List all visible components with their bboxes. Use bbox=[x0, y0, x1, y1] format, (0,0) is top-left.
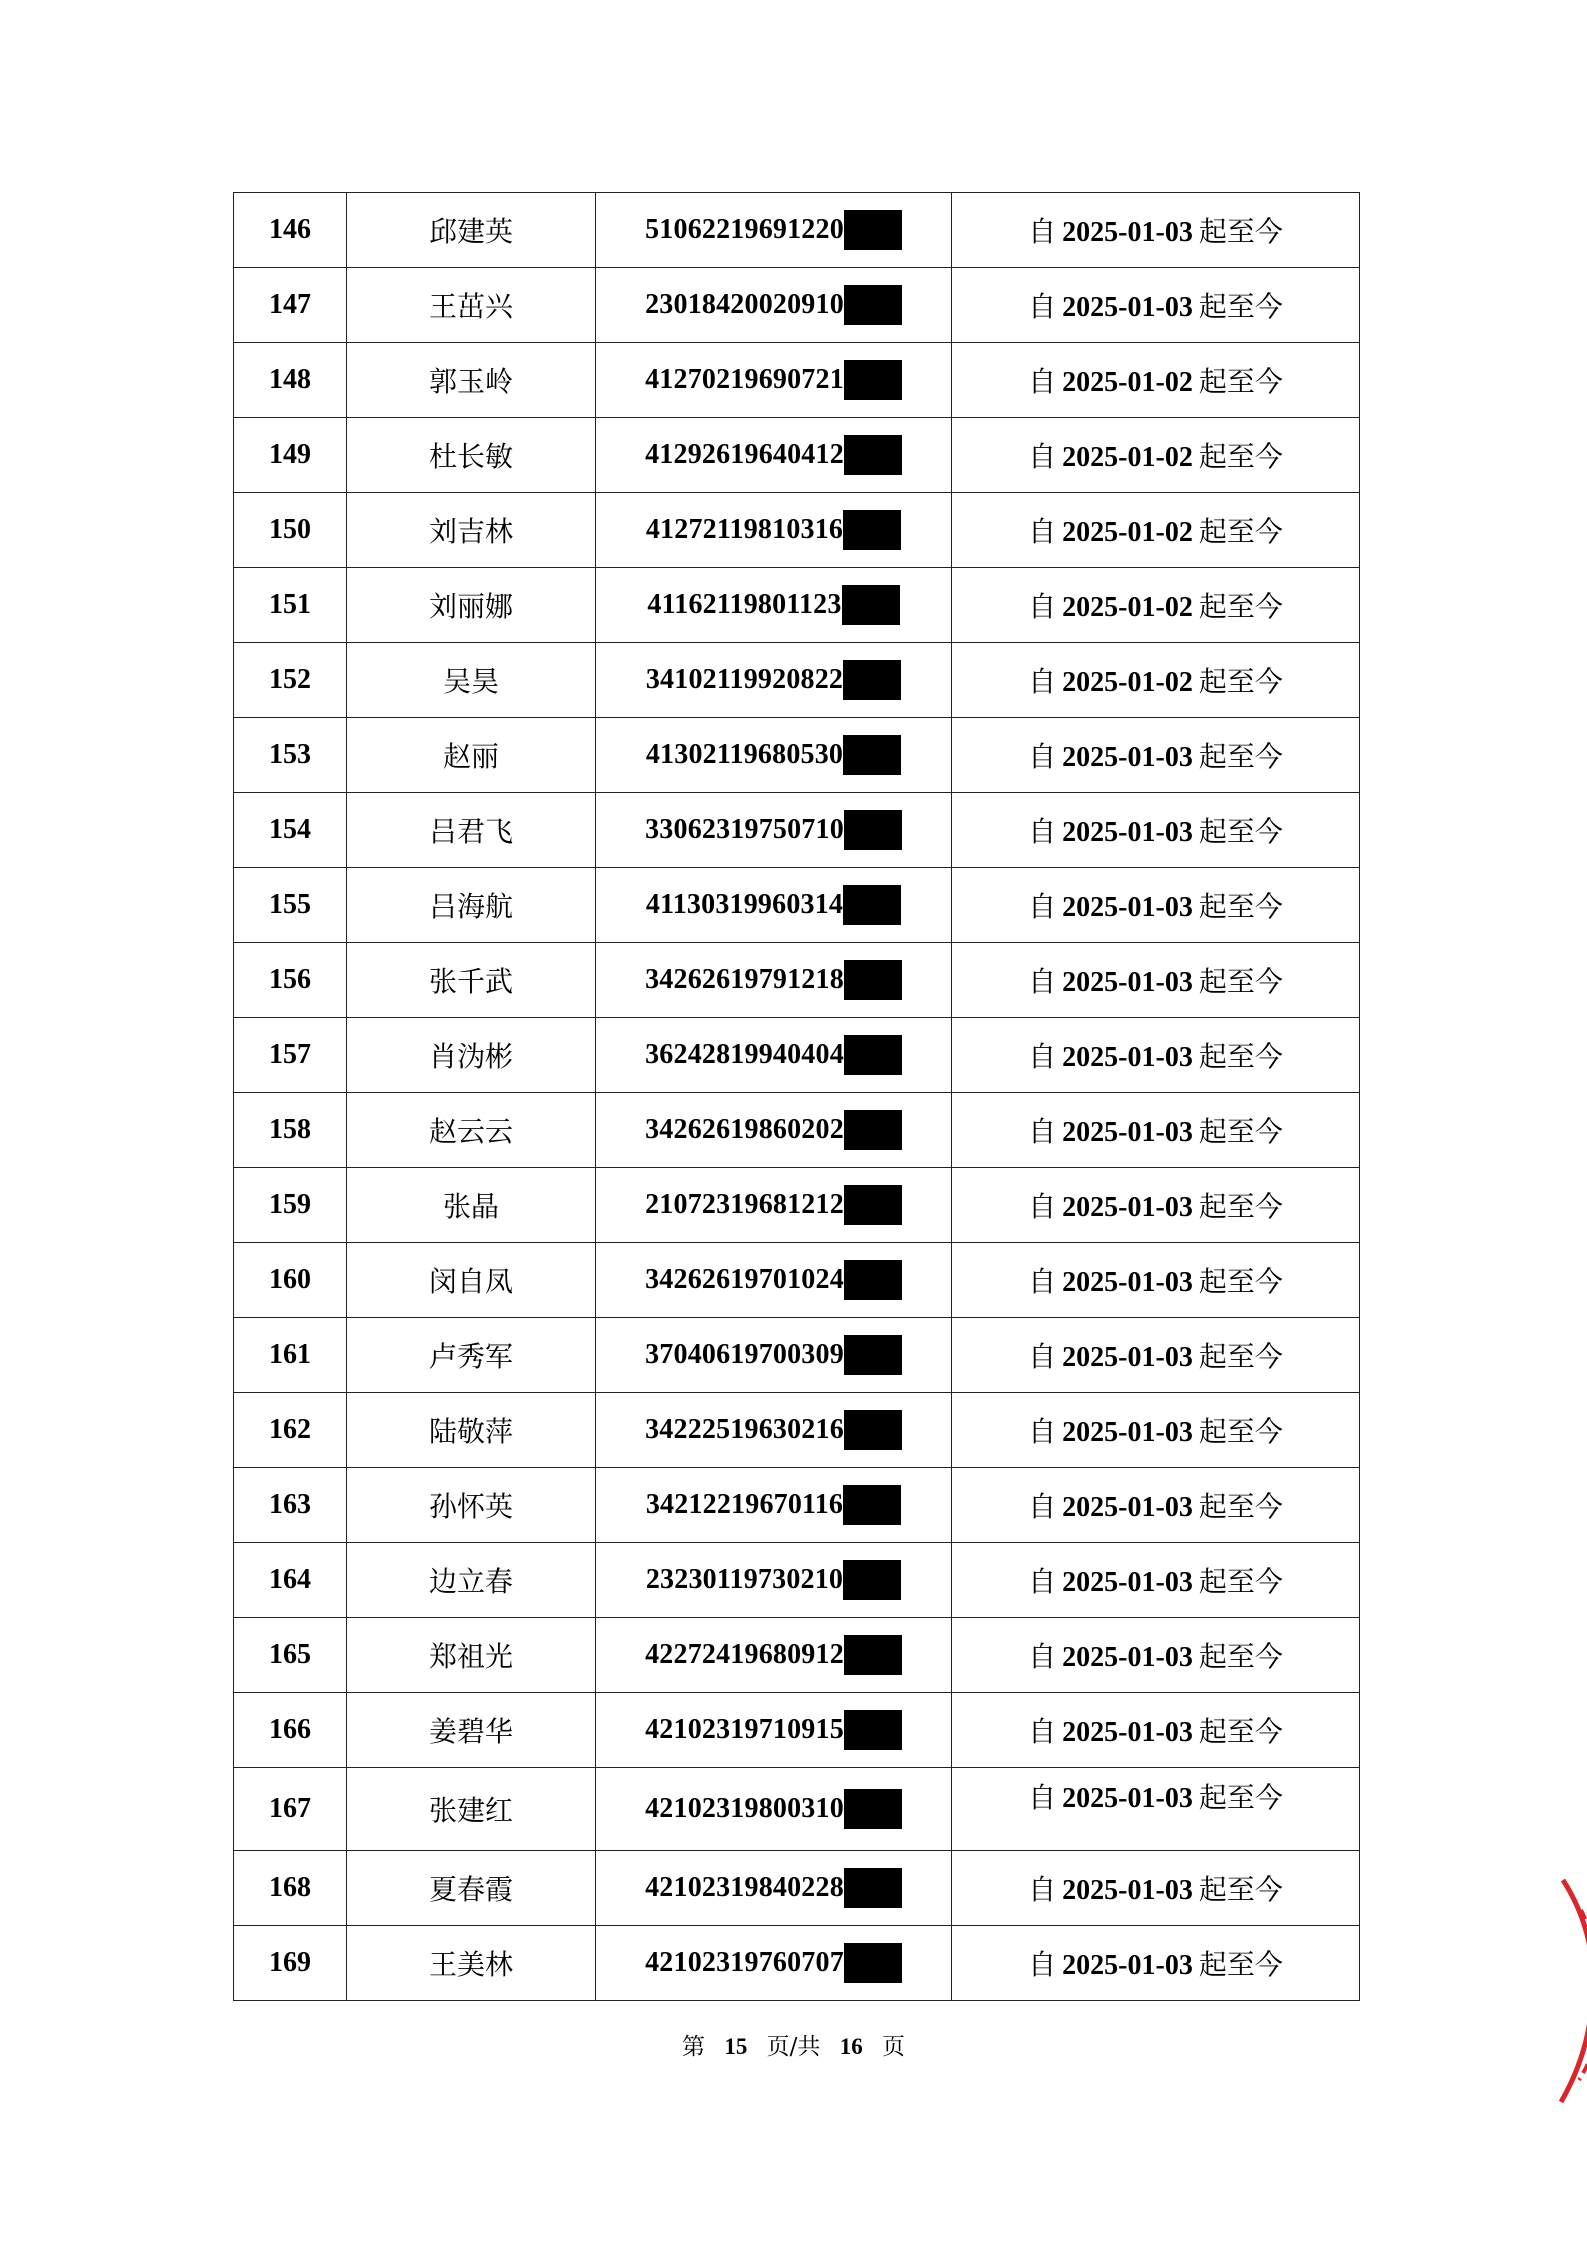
id-number-cell bbox=[596, 1243, 952, 1318]
person-name: 夏春霞 bbox=[347, 1851, 596, 1926]
effective-date: 2025-01-03 bbox=[1062, 1417, 1193, 1448]
date-suffix: 起至今 bbox=[1198, 290, 1283, 323]
row-number: 158 bbox=[234, 1093, 347, 1168]
person-name: 肖沩彬 bbox=[347, 1018, 596, 1093]
date-suffix: 起至今 bbox=[1198, 740, 1283, 773]
id-number-cell bbox=[596, 1393, 952, 1468]
person-name: 吴昊 bbox=[347, 643, 596, 718]
table-row bbox=[234, 268, 1360, 343]
row-number: 156 bbox=[234, 943, 347, 1018]
id-number: 42102319800310 bbox=[645, 1793, 844, 1824]
table-row bbox=[234, 343, 1360, 418]
person-name: 郑祖光 bbox=[347, 1618, 596, 1693]
effective-date-cell bbox=[952, 343, 1360, 418]
date-suffix: 起至今 bbox=[1198, 440, 1283, 473]
id-number: 42102319760707 bbox=[645, 1947, 844, 1978]
date-prefix: 自 bbox=[1028, 1040, 1057, 1073]
effective-date: 2025-01-03 bbox=[1062, 1567, 1193, 1598]
row-number: 149 bbox=[234, 418, 347, 493]
id-number: 34212219670116 bbox=[645, 1489, 844, 1520]
red-seal-stamp bbox=[1555, 1870, 1587, 2110]
row-number: 168 bbox=[234, 1851, 347, 1926]
redaction-block bbox=[842, 585, 900, 625]
row-number: 148 bbox=[234, 343, 347, 418]
id-number: 23018420020910 bbox=[645, 289, 844, 320]
redaction-block bbox=[844, 360, 902, 400]
id-number-cell bbox=[596, 1093, 952, 1168]
date-suffix: 起至今 bbox=[1198, 665, 1283, 698]
effective-date-cell bbox=[952, 493, 1360, 568]
id-number: 33062319750710 bbox=[645, 814, 844, 845]
id-number-cell bbox=[596, 868, 952, 943]
person-name: 刘丽娜 bbox=[347, 568, 596, 643]
date-prefix: 自 bbox=[1028, 1190, 1057, 1223]
effective-date-cell bbox=[952, 718, 1360, 793]
id-number-group bbox=[645, 360, 902, 400]
footer-middle: 页/共 bbox=[766, 2034, 821, 2060]
redaction-block bbox=[844, 210, 902, 250]
table-row bbox=[234, 943, 1360, 1018]
date-suffix: 起至今 bbox=[1198, 1190, 1283, 1223]
effective-date-cell bbox=[952, 1851, 1360, 1926]
id-number-group bbox=[646, 510, 901, 550]
row-number: 166 bbox=[234, 1693, 347, 1768]
effective-date: 2025-01-03 bbox=[1062, 1492, 1193, 1523]
id-number-cell bbox=[596, 1693, 952, 1768]
effective-date-cell bbox=[952, 568, 1360, 643]
redaction-block bbox=[844, 1710, 902, 1750]
redaction-block bbox=[844, 1335, 902, 1375]
id-number-group bbox=[645, 285, 902, 325]
id-number: 42102319710915 bbox=[645, 1714, 844, 1745]
person-name: 刘吉林 bbox=[347, 493, 596, 568]
id-number: 41302119680530 bbox=[645, 739, 844, 770]
table-row bbox=[234, 1693, 1360, 1768]
effective-date-cell bbox=[952, 1543, 1360, 1618]
id-number: 23230119730210 bbox=[645, 1564, 844, 1595]
date-suffix: 起至今 bbox=[1198, 1115, 1283, 1148]
id-number-cell bbox=[596, 418, 952, 493]
effective-date-cell bbox=[952, 193, 1360, 268]
date-suffix: 起至今 bbox=[1198, 1781, 1283, 1814]
effective-date-cell bbox=[952, 1168, 1360, 1243]
footer-page-number: 15 bbox=[724, 2034, 748, 2059]
effective-date-cell bbox=[952, 418, 1360, 493]
date-suffix: 起至今 bbox=[1198, 590, 1283, 623]
effective-date: 2025-01-03 bbox=[1062, 1342, 1193, 1373]
id-number-cell bbox=[596, 1851, 952, 1926]
person-name: 张晶 bbox=[347, 1168, 596, 1243]
date-prefix: 自 bbox=[1028, 1948, 1057, 1981]
id-number-cell bbox=[596, 1468, 952, 1543]
id-number-cell bbox=[596, 343, 952, 418]
redaction-block bbox=[844, 1185, 902, 1225]
id-number-group bbox=[645, 1635, 902, 1675]
table-row bbox=[234, 493, 1360, 568]
date-suffix: 起至今 bbox=[1198, 1565, 1283, 1598]
date-suffix: 起至今 bbox=[1198, 815, 1283, 848]
table-row bbox=[234, 1318, 1360, 1393]
table-row bbox=[234, 418, 1360, 493]
id-number: 42272419680912 bbox=[645, 1639, 844, 1670]
date-suffix: 起至今 bbox=[1198, 1948, 1283, 1981]
date-prefix: 自 bbox=[1028, 440, 1057, 473]
id-number-group bbox=[645, 1110, 902, 1150]
id-number-group bbox=[645, 1710, 902, 1750]
effective-date: 2025-01-02 bbox=[1062, 442, 1193, 473]
effective-date: 2025-01-03 bbox=[1062, 1717, 1193, 1748]
person-name: 吕君飞 bbox=[347, 793, 596, 868]
id-number: 36242819940404 bbox=[645, 1039, 844, 1070]
id-number-cell bbox=[596, 1543, 952, 1618]
table-row bbox=[234, 1768, 1360, 1851]
date-suffix: 起至今 bbox=[1198, 215, 1283, 248]
row-number: 162 bbox=[234, 1393, 347, 1468]
effective-date: 2025-01-03 bbox=[1062, 1875, 1193, 1906]
date-prefix: 自 bbox=[1028, 1873, 1057, 1906]
date-prefix: 自 bbox=[1028, 290, 1057, 323]
date-prefix: 自 bbox=[1028, 215, 1057, 248]
id-number: 34262619701024 bbox=[645, 1264, 844, 1295]
date-prefix: 自 bbox=[1028, 1781, 1057, 1814]
row-number: 146 bbox=[234, 193, 347, 268]
redaction-block bbox=[843, 1560, 901, 1600]
id-number: 21072319681212 bbox=[645, 1189, 844, 1220]
redaction-block bbox=[844, 1035, 902, 1075]
date-prefix: 自 bbox=[1028, 515, 1057, 548]
effective-date-cell bbox=[952, 1468, 1360, 1543]
id-number-cell bbox=[596, 268, 952, 343]
id-number: 51062219691220 bbox=[645, 214, 844, 245]
person-name: 卢秀军 bbox=[347, 1318, 596, 1393]
effective-date-cell bbox=[952, 268, 1360, 343]
id-number-group bbox=[646, 735, 901, 775]
date-prefix: 自 bbox=[1028, 815, 1057, 848]
effective-date: 2025-01-03 bbox=[1062, 817, 1193, 848]
person-name: 陆敬萍 bbox=[347, 1393, 596, 1468]
id-number: 41272119810316 bbox=[645, 514, 844, 545]
date-prefix: 自 bbox=[1028, 1490, 1057, 1523]
redaction-block bbox=[843, 660, 901, 700]
date-prefix: 自 bbox=[1028, 740, 1057, 773]
date-suffix: 起至今 bbox=[1198, 1415, 1283, 1448]
effective-date-cell bbox=[952, 1093, 1360, 1168]
date-suffix: 起至今 bbox=[1198, 1040, 1283, 1073]
person-name: 张千武 bbox=[347, 943, 596, 1018]
row-number: 155 bbox=[234, 868, 347, 943]
date-suffix: 起至今 bbox=[1198, 1640, 1283, 1673]
row-number: 152 bbox=[234, 643, 347, 718]
page-footer bbox=[0, 2028, 1587, 2061]
date-suffix: 起至今 bbox=[1198, 1340, 1283, 1373]
footer-total-pages: 16 bbox=[839, 2034, 863, 2059]
effective-date-cell bbox=[952, 868, 1360, 943]
person-name: 姜碧华 bbox=[347, 1693, 596, 1768]
redaction-block bbox=[844, 435, 902, 475]
effective-date: 2025-01-03 bbox=[1062, 1783, 1193, 1814]
id-number-cell bbox=[596, 943, 952, 1018]
id-number: 37040619700309 bbox=[645, 1339, 844, 1370]
effective-date-cell bbox=[952, 1018, 1360, 1093]
effective-date: 2025-01-03 bbox=[1062, 292, 1193, 323]
row-number: 164 bbox=[234, 1543, 347, 1618]
effective-date: 2025-01-03 bbox=[1062, 1950, 1193, 1981]
row-number: 165 bbox=[234, 1618, 347, 1693]
effective-date-cell bbox=[952, 793, 1360, 868]
row-number: 153 bbox=[234, 718, 347, 793]
table-row bbox=[234, 1618, 1360, 1693]
person-name: 赵云云 bbox=[347, 1093, 596, 1168]
redaction-block bbox=[843, 510, 901, 550]
table-row bbox=[234, 1851, 1360, 1926]
row-number: 157 bbox=[234, 1018, 347, 1093]
table-row bbox=[234, 1543, 1360, 1618]
redaction-block bbox=[844, 1410, 902, 1450]
id-number: 41292619640412 bbox=[645, 439, 844, 470]
date-prefix: 自 bbox=[1028, 365, 1057, 398]
id-number: 41270219690721 bbox=[645, 364, 844, 395]
table-row bbox=[234, 1926, 1360, 2001]
person-name: 郭玉岭 bbox=[347, 343, 596, 418]
date-prefix: 自 bbox=[1028, 590, 1057, 623]
redaction-block bbox=[844, 1943, 902, 1983]
id-number: 41162119801123 bbox=[647, 589, 842, 620]
person-name: 边立春 bbox=[347, 1543, 596, 1618]
effective-date: 2025-01-03 bbox=[1062, 1642, 1193, 1673]
effective-date-cell bbox=[952, 1393, 1360, 1468]
redaction-block bbox=[843, 735, 901, 775]
person-name: 闵自凤 bbox=[347, 1243, 596, 1318]
id-number-cell bbox=[596, 1318, 952, 1393]
id-number-group bbox=[645, 1035, 902, 1075]
redaction-block bbox=[843, 885, 901, 925]
table-row bbox=[234, 1243, 1360, 1318]
id-number-cell bbox=[596, 1618, 952, 1693]
id-number-group bbox=[646, 885, 901, 925]
person-name: 王美林 bbox=[347, 1926, 596, 2001]
effective-date-cell bbox=[952, 943, 1360, 1018]
date-suffix: 起至今 bbox=[1198, 365, 1283, 398]
id-number-group bbox=[645, 1260, 902, 1300]
person-name: 张建红 bbox=[347, 1768, 596, 1851]
effective-date-cell bbox=[952, 643, 1360, 718]
row-number: 169 bbox=[234, 1926, 347, 2001]
id-number-group bbox=[645, 1789, 902, 1829]
id-number-group bbox=[645, 435, 902, 475]
date-prefix: 自 bbox=[1028, 1340, 1057, 1373]
id-number-cell bbox=[596, 568, 952, 643]
date-prefix: 自 bbox=[1028, 965, 1057, 998]
effective-date-cell bbox=[952, 1243, 1360, 1318]
date-suffix: 起至今 bbox=[1198, 1715, 1283, 1748]
footer-suffix: 页 bbox=[882, 2034, 905, 2060]
id-number-group bbox=[646, 660, 901, 700]
effective-date: 2025-01-02 bbox=[1062, 592, 1193, 623]
person-name: 赵丽 bbox=[347, 718, 596, 793]
date-suffix: 起至今 bbox=[1198, 1873, 1283, 1906]
id-number-group bbox=[647, 585, 899, 625]
person-name: 王茁兴 bbox=[347, 268, 596, 343]
effective-date: 2025-01-02 bbox=[1062, 517, 1193, 548]
person-name: 孙怀英 bbox=[347, 1468, 596, 1543]
table-row bbox=[234, 1468, 1360, 1543]
redaction-block bbox=[844, 1260, 902, 1300]
effective-date-cell bbox=[952, 1618, 1360, 1693]
redaction-block bbox=[844, 1789, 902, 1829]
table-row bbox=[234, 1018, 1360, 1093]
id-number-group bbox=[645, 1185, 902, 1225]
id-number-cell bbox=[596, 793, 952, 868]
effective-date: 2025-01-03 bbox=[1062, 217, 1193, 248]
table-row bbox=[234, 718, 1360, 793]
effective-date: 2025-01-03 bbox=[1062, 1042, 1193, 1073]
table-row bbox=[234, 1093, 1360, 1168]
date-suffix: 起至今 bbox=[1198, 515, 1283, 548]
effective-date: 2025-01-03 bbox=[1062, 742, 1193, 773]
redaction-block bbox=[844, 960, 902, 1000]
date-suffix: 起至今 bbox=[1198, 965, 1283, 998]
row-number: 161 bbox=[234, 1318, 347, 1393]
id-number: 34222519630216 bbox=[645, 1414, 844, 1445]
id-number-cell bbox=[596, 1018, 952, 1093]
table-row bbox=[234, 793, 1360, 868]
id-number-cell bbox=[596, 193, 952, 268]
table-row bbox=[234, 568, 1360, 643]
date-prefix: 自 bbox=[1028, 1265, 1057, 1298]
date-prefix: 自 bbox=[1028, 1640, 1057, 1673]
id-number-group bbox=[646, 1485, 901, 1525]
id-number-cell bbox=[596, 1926, 952, 2001]
effective-date: 2025-01-03 bbox=[1062, 1267, 1193, 1298]
id-number-group bbox=[645, 210, 902, 250]
row-number: 160 bbox=[234, 1243, 347, 1318]
redaction-block bbox=[844, 1635, 902, 1675]
id-number-group bbox=[646, 1560, 901, 1600]
redaction-block bbox=[844, 285, 902, 325]
date-suffix: 起至今 bbox=[1198, 1490, 1283, 1523]
effective-date: 2025-01-03 bbox=[1062, 892, 1193, 923]
effective-date: 2025-01-02 bbox=[1062, 367, 1193, 398]
row-number: 151 bbox=[234, 568, 347, 643]
row-number: 150 bbox=[234, 493, 347, 568]
row-number: 159 bbox=[234, 1168, 347, 1243]
redaction-block bbox=[843, 1485, 901, 1525]
id-number-cell bbox=[596, 493, 952, 568]
date-suffix: 起至今 bbox=[1198, 1265, 1283, 1298]
person-name: 杜长敏 bbox=[347, 418, 596, 493]
effective-date: 2025-01-03 bbox=[1062, 1117, 1193, 1148]
id-number-group bbox=[645, 1335, 902, 1375]
effective-date-cell bbox=[952, 1926, 1360, 2001]
id-number: 34262619860202 bbox=[645, 1114, 844, 1145]
redaction-block bbox=[844, 1868, 902, 1908]
table-row bbox=[234, 1168, 1360, 1243]
id-number-cell bbox=[596, 1768, 952, 1851]
id-number: 41130319960314 bbox=[645, 889, 844, 920]
date-suffix: 起至今 bbox=[1198, 890, 1283, 923]
effective-date: 2025-01-02 bbox=[1062, 667, 1193, 698]
redaction-block bbox=[844, 810, 902, 850]
id-number-group bbox=[645, 1943, 902, 1983]
date-prefix: 自 bbox=[1028, 1115, 1057, 1148]
id-number: 34262619791218 bbox=[645, 964, 844, 995]
id-number-group bbox=[645, 1410, 902, 1450]
row-number: 163 bbox=[234, 1468, 347, 1543]
date-prefix: 自 bbox=[1028, 890, 1057, 923]
roster-body bbox=[234, 193, 1360, 2001]
effective-date: 2025-01-03 bbox=[1062, 967, 1193, 998]
effective-date-cell bbox=[952, 1318, 1360, 1393]
date-prefix: 自 bbox=[1028, 1415, 1057, 1448]
table-row bbox=[234, 193, 1360, 268]
roster-table bbox=[233, 192, 1360, 2001]
person-name: 吕海航 bbox=[347, 868, 596, 943]
id-number-cell bbox=[596, 718, 952, 793]
date-prefix: 自 bbox=[1028, 665, 1057, 698]
id-number-cell bbox=[596, 643, 952, 718]
footer-prefix: 第 bbox=[682, 2034, 705, 2060]
row-number: 167 bbox=[234, 1768, 347, 1851]
id-number-cell bbox=[596, 1168, 952, 1243]
date-prefix: 自 bbox=[1028, 1565, 1057, 1598]
effective-date-cell bbox=[952, 1693, 1360, 1768]
row-number: 154 bbox=[234, 793, 347, 868]
row-number: 147 bbox=[234, 268, 347, 343]
person-name: 邱建英 bbox=[347, 193, 596, 268]
id-number: 34102119920822 bbox=[645, 664, 844, 695]
id-number-group bbox=[645, 960, 902, 1000]
table-row bbox=[234, 643, 1360, 718]
date-prefix: 自 bbox=[1028, 1715, 1057, 1748]
id-number-group bbox=[645, 810, 902, 850]
table-row bbox=[234, 868, 1360, 943]
table-row bbox=[234, 1393, 1360, 1468]
id-number: 42102319840228 bbox=[645, 1872, 844, 1903]
redaction-block bbox=[844, 1110, 902, 1150]
effective-date-cell bbox=[952, 1768, 1360, 1851]
id-number-group bbox=[645, 1868, 902, 1908]
effective-date: 2025-01-03 bbox=[1062, 1192, 1193, 1223]
